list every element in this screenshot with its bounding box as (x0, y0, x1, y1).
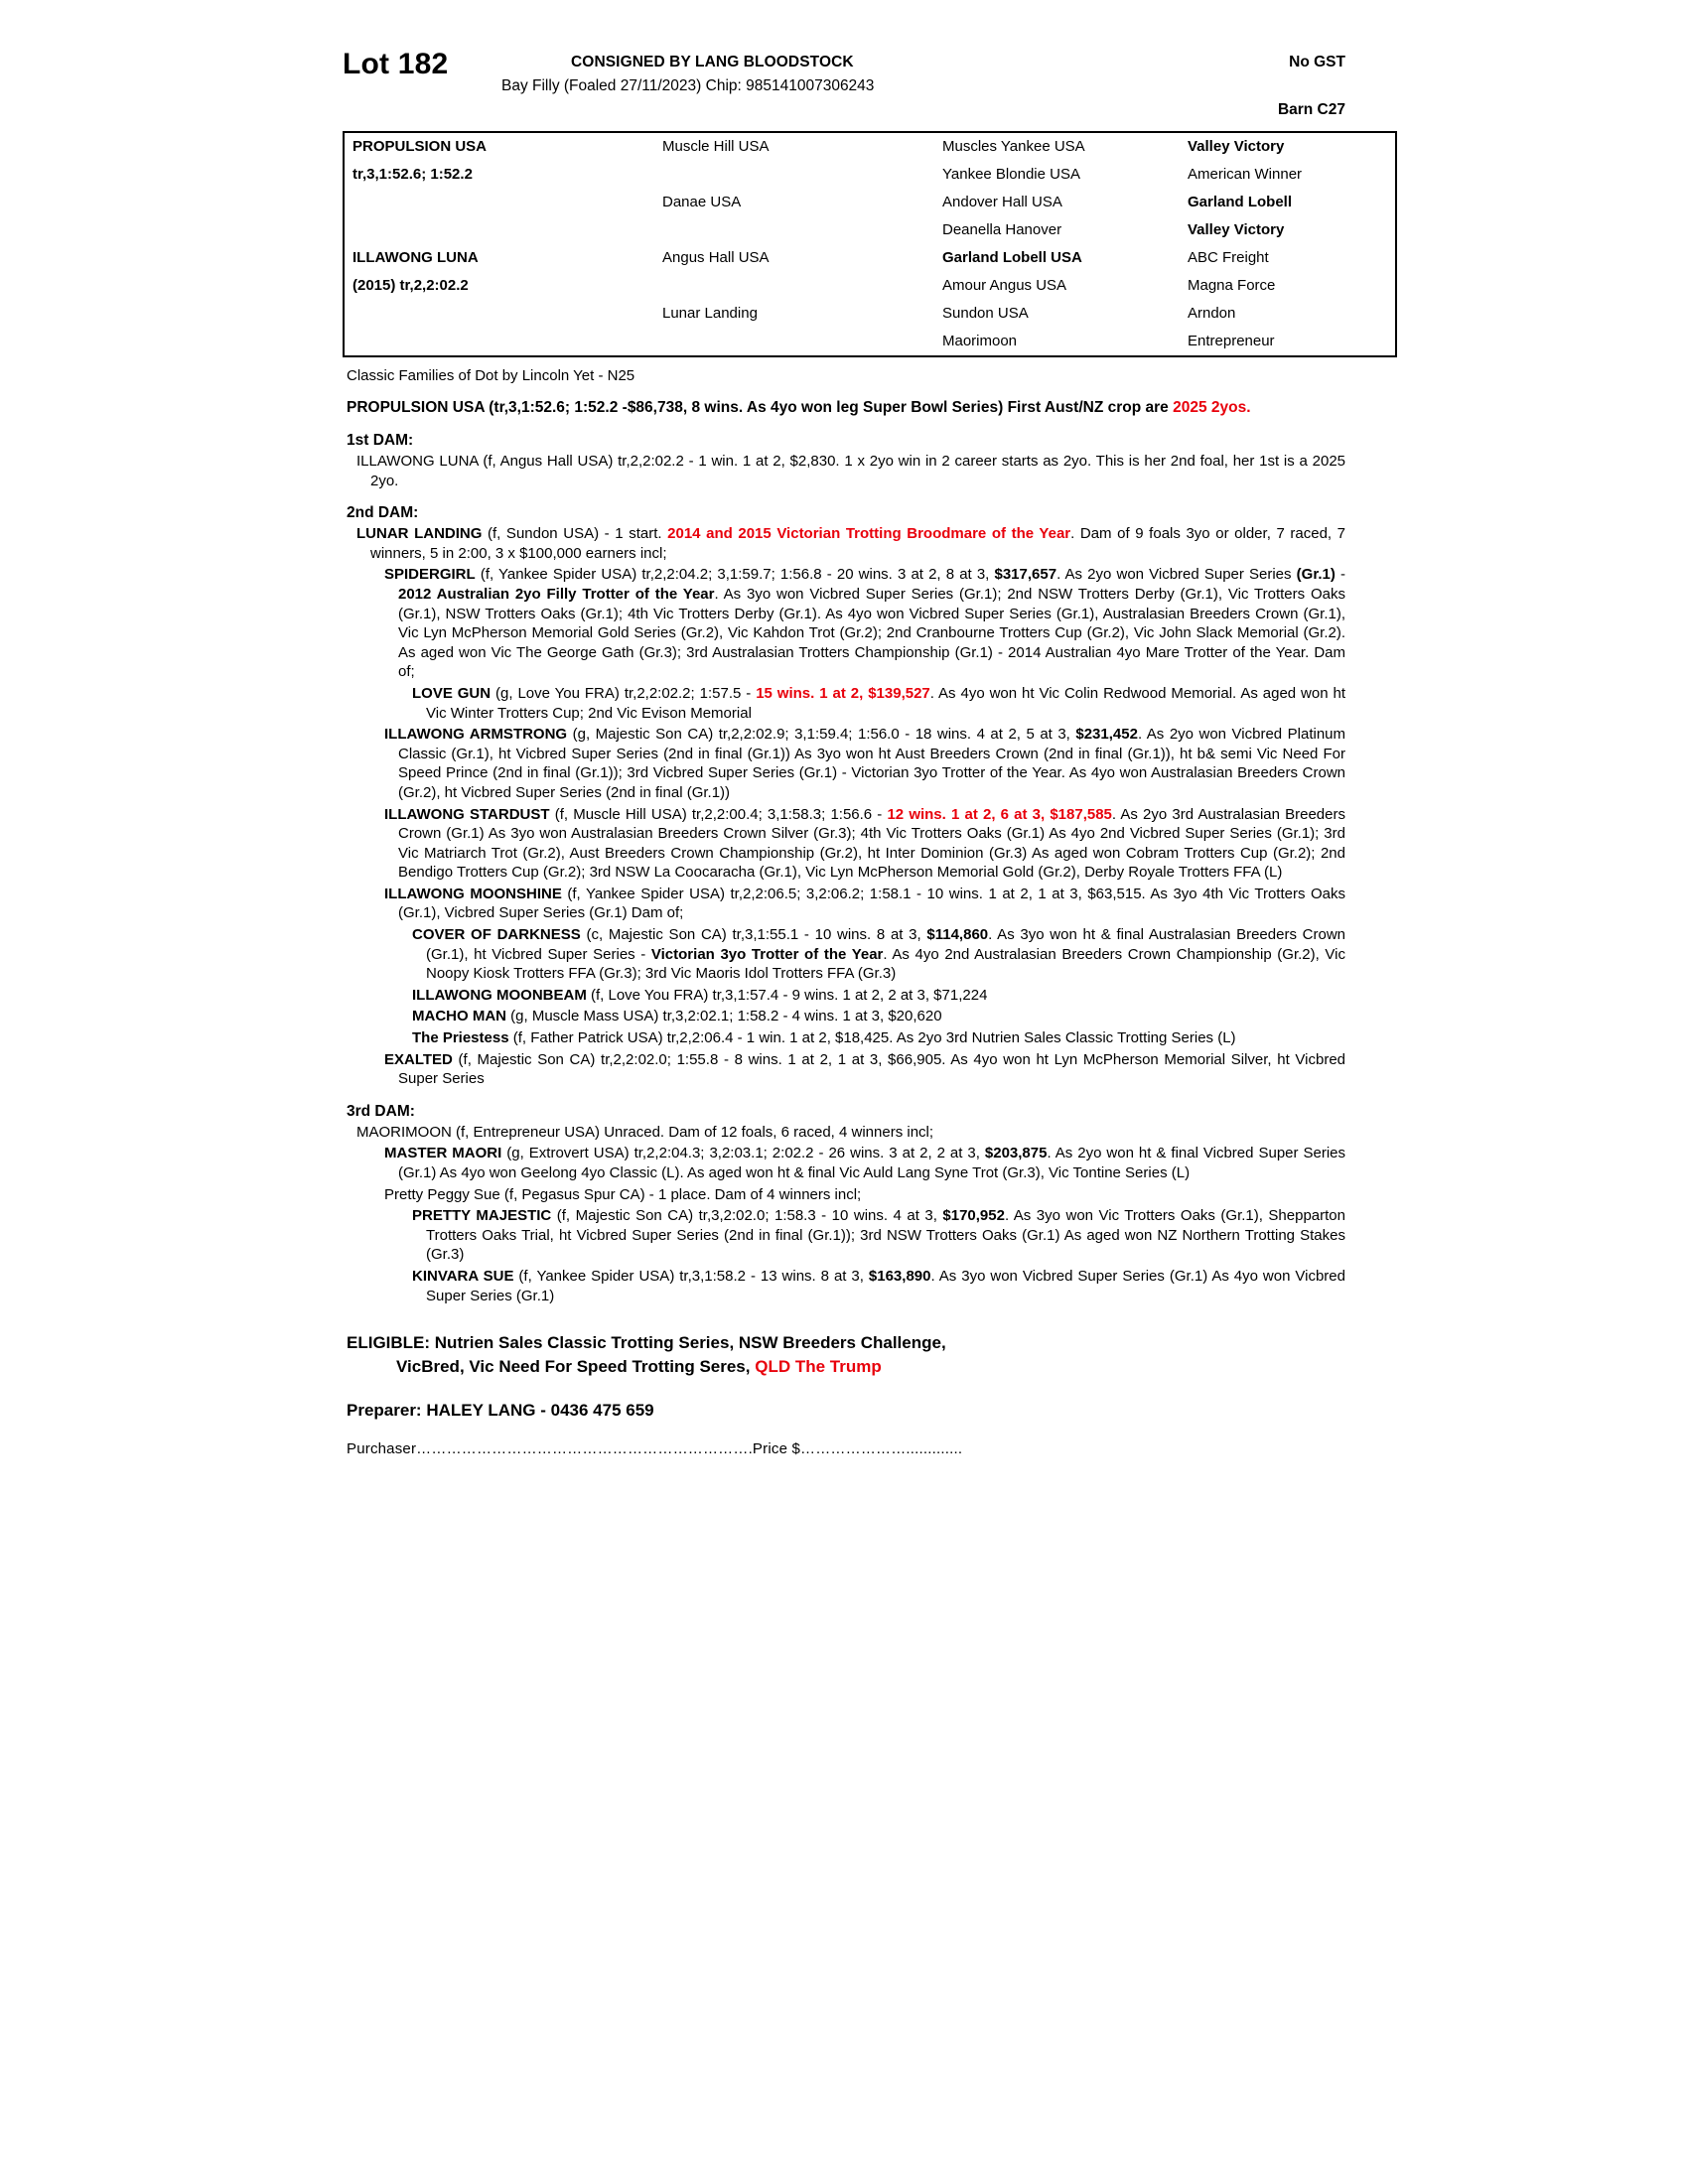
progeny-name: SPIDERGIRL (384, 566, 476, 584)
purchaser-line: Purchaser………………………………………………………….Price $…………………............. (347, 1440, 963, 1458)
progeny-name: MACHO MAN (412, 1008, 506, 1025)
table-row (344, 300, 1396, 328)
pedigree-cell: Garland Lobell (1188, 194, 1293, 210)
barn-number: Barn C27 (1277, 101, 1345, 118)
progeny-entry (343, 1028, 1345, 1048)
pedigree-cell: (2015) tr,2,2:02.2 (352, 277, 469, 294)
progeny-name: LOVE GUN (412, 684, 492, 702)
progeny-name: PRETTY MAJESTIC (412, 1207, 552, 1225)
progeny-name: MASTER MAORI (384, 1145, 502, 1162)
pedigree-cell (654, 161, 934, 189)
table-row (344, 132, 1396, 161)
sire-summary-text: PROPULSION USA (tr,3,1:52.6; 1:52.2 -$86,738, 8 wins. As 4yo won leg Super Bowl Series) First Aust/NZ crop are (347, 399, 1174, 416)
progeny-entry (343, 1050, 1345, 1089)
pedigree-cell-sire: PROPULSION USA (352, 138, 488, 155)
progeny-name: EXALTED (384, 1050, 453, 1068)
horse-description: Bay Filly (Foaled 27/11/2023) Chip: 985141007306243 (501, 77, 875, 94)
progeny-award: Victorian 3yo Trotter of the Year (650, 945, 884, 963)
progeny-name: KINVARA SUE (412, 1267, 514, 1285)
eligible-block (343, 1331, 1345, 1379)
table-row (344, 189, 1396, 216)
pedigree-cell: American Winner (1188, 166, 1303, 183)
progeny-text: (f, Majestic Son CA) tr,2,2:02.0; 1:55.8 - 8 wins. 1 at 2, 1 at 3, $66,905. As 4yo won ht Lyn McPherson Memorial Silver, ht Vicbred Super Series (398, 1050, 1345, 1088)
progeny-name: COVER OF DARKNESS (412, 926, 581, 944)
progeny-name: Pretty Peggy Sue (384, 1185, 500, 1203)
eligible-line-2-text: VicBred, Vic Need For Speed Trotting Seres, (396, 1357, 756, 1377)
pedigree-cell: Sundon USA (942, 305, 1029, 322)
progeny-text: . As 4yo won ht Vic Colin Redwood Memorial. As aged won ht Vic Winter Trotters Cup; 2nd Vic Evison Memorial (426, 684, 1346, 722)
third-dam-text: MAORIMOON (f, Entrepreneur USA) Unraced. Dam of 12 foals, 6 raced, 4 winners incl; (356, 1123, 934, 1141)
progeny-highlight: 15 wins. 1 at 2, $139,527 (756, 684, 930, 702)
progeny-text: . As 3yo won ht & final Australasian Breeders Crown (Gr.1), ht Vicbred Super Series - (426, 926, 1346, 963)
pedigree-cell: Deanella Hanover (942, 221, 1062, 238)
consignor-name: CONSIGNED BY LANG BLOODSTOCK (571, 54, 854, 70)
progeny-entry (343, 1007, 1345, 1026)
progeny-highlight: 12 wins. 1 at 2, 6 at 3, $187,585 (887, 805, 1112, 823)
pedigree-cell (654, 272, 934, 300)
pedigree-cell (654, 328, 934, 356)
classic-families-line: Classic Families of Dot by Lincoln Yet - N25 (347, 367, 635, 384)
page-header (343, 40, 1345, 129)
pedigree-cell: Entrepreneur (1188, 333, 1275, 349)
progeny-text: (f, Yankee Spider USA) tr,2,2:06.5; 3,2:06.2; 1:58.1 - 10 wins. 1 at 2, 1 at 3, $63,515. As 3yo 4th Vic Trotters Oaks (Gr.1), Vicbred Super Series (Gr.1) Dam of; (398, 885, 1345, 922)
pedigree-cell (344, 216, 654, 244)
progeny-entry (343, 565, 1345, 682)
second-dam-text (343, 524, 1345, 563)
progeny-earnings: $170,952 (942, 1207, 1005, 1225)
progeny-grade: (Gr.1) (1296, 566, 1336, 584)
second-dam-name: LUNAR LANDING (356, 525, 483, 543)
progeny-entry (343, 1267, 1345, 1305)
pedigree-cell: Muscle Hill USA (662, 138, 770, 155)
progeny-text: - (1335, 566, 1345, 584)
first-dam-text: ILLAWONG LUNA (f, Angus Hall USA) tr,2,2:02.2 - 1 win. 1 at 2, $2,830. 1 x 2yo win in 2 career starts as 2yo. This is her 2nd foal, her 1st is a 2025 2yo. (356, 453, 1345, 489)
progeny-text: (g, Extrovert USA) tr,2,2:04.3; 3,2:03.1; 2:02.2 - 26 wins. 3 at 2, 2 at 3, (501, 1145, 985, 1162)
progeny-text: . As 4yo 2nd Australasian Breeders Crown Championship (Gr.2), Vic Noopy Kiosk Trotters FFA (Gr.3); 3rd Vic Maoris Idol Trotters FFA (Gr.3) (426, 945, 1345, 983)
progeny-entry (343, 986, 1345, 1006)
progeny-entry (343, 1206, 1345, 1265)
progeny-earnings: $203,875 (984, 1145, 1048, 1162)
progeny-text: (f, Yankee Spider USA) tr,3,1:58.2 - 13 wins. 8 at 3, (513, 1267, 869, 1285)
progeny-text: (f, Majestic Son CA) tr,3,2:02.0; 1:58.3 - 10 wins. 4 at 3, (551, 1207, 943, 1225)
progeny-name: ILLAWONG STARDUST (384, 805, 550, 823)
eligible-line-2 (347, 1355, 1345, 1379)
pedigree-cell: Maorimoon (942, 333, 1018, 349)
catalogue-sheet (343, 40, 1345, 1457)
progeny-text: (g, Majestic Son CA) tr,2,2:02.9; 3,1:59.4; 1:56.0 - 18 wins. 4 at 2, 5 at 3, (567, 726, 1076, 744)
table-row (344, 216, 1396, 244)
pedigree-cell: Amour Angus USA (942, 277, 1067, 294)
first-dam-heading: 1st DAM: (347, 432, 414, 449)
pedigree-cell: Muscles Yankee USA (942, 138, 1085, 155)
pedigree-cell: Magna Force (1188, 277, 1276, 294)
eligible-line-1: ELIGIBLE: Nutrien Sales Classic Trotting Series, NSW Breeders Challenge, (347, 1333, 946, 1353)
progeny-text: (f, Yankee Spider USA) tr,2,2:04.2; 3,1:59.7; 1:56.8 - 20 wins. 3 at 2, 8 at 3, (475, 566, 995, 584)
progeny-entry (343, 725, 1345, 802)
progeny-text: . As 2yo 3rd Australasian Breeders Crown (Gr.1) As 3yo won Australasian Breeders Crown Silver (Gr.3); 4th Vic Trotters Oaks (Gr.1) As 4yo 2nd Vicbred Super Series (Gr.1); 3rd Vic Matriarch Trot (Gr.2), Aust Breeders Crown Championship (Gr.2), ht Inter Dominion (Gr.3) As aged won Cobram Trotters Cup (Gr.2); 2nd Bendigo Trotters Cup (Gr.2); 3rd NSW La Coocaracha (Gr.1), Vic Lyn McPherson Memorial Gold (Gr.2), Derby Royale Trotters FFA (L) (398, 805, 1345, 882)
progeny-name: ILLAWONG ARMSTRONG (384, 726, 568, 744)
progeny-text: (g, Love You FRA) tr,2,2:02.2; 1:57.5 - (491, 684, 757, 702)
eligible-highlight: QLD The Trump (755, 1357, 882, 1377)
second-dam-post: . Dam of 9 foals 3yo or older, 7 raced, 7 winners, 5 in 2:00, 3 x $100,000 earners incl; (370, 525, 1346, 562)
sire-summary (343, 398, 1345, 418)
lot-number: Lot 182 (343, 48, 449, 80)
pedigree-cell-dam: ILLAWONG LUNA (352, 249, 479, 266)
pedigree-cell: Valley Victory (1188, 138, 1285, 155)
progeny-text: (f, Father Patrick USA) tr,2,2:06.4 - 1 win. 1 at 2, $18,425. As 2yo 3rd Nutrien Sales Classic Trotting Series (L) (508, 1029, 1236, 1047)
progeny-text: . As 3yo won Vicbred Super Series (Gr.1); 2nd NSW Trotters Derby (Gr.1), Vic Trotters Oaks (Gr.1), NSW Trotters Oaks (Gr.1); 4th Vic Trotters Derby (Gr.1). As 4yo won Vicbred Super Series (Gr.1), Australasian Breeders Crown (Gr.1), Vic Lyn McPherson Memorial Gold Series (Gr.2), Vic Kahdon Trot (Gr.2); 2nd Cranbourne Trotters Cup (Gr.2), Vic John Slack Memorial (Gr.2). As aged won Vic The George Gath (Gr.3); 3rd Australasian Trotters Championship (Gr.1) - 2014 Australian 4yo Mare Trotter of the Year. Dam of; (398, 585, 1345, 681)
gst-status: No GST (1289, 54, 1345, 70)
progeny-text: . As 3yo won Vic Trotters Oaks (Gr.1), Shepparton Trotters Oaks Trial, ht Vicbred Super Series (2nd in final (Gr.1)); 3rd NSW Trotters Oaks (Gr.1) As aged won NZ Northern Trotting Stakes (Gr.3) (426, 1207, 1345, 1264)
progeny-text: . As 2yo won ht & final Vicbred Super Series (Gr.1) As 4yo won Geelong 4yo Classic (L). As aged won ht & final Vic Auld Lang Syne Trot (Gr.3), Vic Tontine Series (L) (398, 1145, 1345, 1181)
third-dam-heading: 3rd DAM: (347, 1102, 415, 1120)
progeny-text: (f, Muscle Hill USA) tr,2,2:00.4; 3,1:58.3; 1:56.6 - (549, 805, 888, 823)
progeny-entry (343, 1144, 1345, 1182)
pedigree-cell: Yankee Blondie USA (942, 166, 1080, 183)
pedigree-cell (654, 216, 934, 244)
pedigree-cell: Andover Hall USA (942, 194, 1062, 210)
pedigree-cell: tr,3,1:52.6; 1:52.2 (352, 166, 473, 183)
pedigree-cell (344, 300, 654, 328)
pedigree-cell: Valley Victory (1188, 221, 1285, 238)
progeny-text: . As 2yo won Vicbred Super Series (1056, 566, 1297, 584)
table-row (344, 328, 1396, 356)
progeny-name: ILLAWONG MOONBEAM (412, 986, 587, 1004)
progeny-text: (c, Majestic Son CA) tr,3,1:55.1 - 10 wins. 8 at 3, (580, 926, 927, 944)
table-row (344, 244, 1396, 272)
pedigree-cell: Lunar Landing (662, 305, 758, 322)
progeny-entry (343, 1185, 1345, 1205)
preparer-line: Preparer: HALEY LANG - 0436 475 659 (347, 1401, 654, 1421)
progeny-text: . As 3yo won Vicbred Super Series (Gr.1) As 4yo won Vicbred Super Series (Gr.1) (426, 1267, 1345, 1304)
progeny-name: The Priestess (412, 1029, 509, 1047)
progeny-text: . As 2yo won Vicbred Platinum Classic (Gr.1), ht Vicbred Super Series (2nd in final (Gr.1)) As 3yo won ht Aust Breeders Crown (2nd in final (Gr.1)), ht b& semi Vic Need For Speed Prince (2nd in final (Gr.1)); 3rd Vicbred Super Series (Gr.1) - Victorian 3yo Trotter of the Year. As 4yo won Australasian Breeders Crown (Gr.2), ht Vicbred Super Series (2nd in final (Gr.1)) (398, 726, 1345, 801)
sire-summary-highlight: 2025 2yos. (1173, 399, 1251, 416)
progeny-text: (f, Love You FRA) tr,3,1:57.4 - 9 wins. 1 at 2, 2 at 3, $71,224 (586, 986, 988, 1004)
second-dam-pre: (f, Sundon USA) - 1 start. (482, 525, 668, 543)
progeny-text: (f, Pegasus Spur CA) - 1 place. Dam of 4 winners incl; (499, 1185, 862, 1203)
progeny-entry (343, 885, 1345, 923)
second-dam-award: 2014 and 2015 Victorian Trotting Broodmare of the Year (667, 525, 1071, 543)
progeny-entry (343, 805, 1345, 883)
progeny-earnings: $163,890 (868, 1267, 931, 1285)
progeny-earnings: $231,452 (1075, 726, 1138, 744)
pedigree-table (343, 131, 1397, 357)
pedigree-cell (344, 328, 654, 356)
pedigree-cell: Danae USA (662, 194, 742, 210)
progeny-earnings: $317,657 (994, 566, 1057, 584)
table-row (344, 272, 1396, 300)
progeny-text: (g, Muscle Mass USA) tr,3,2:02.1; 1:58.2 - 4 wins. 1 at 3, $20,620 (506, 1008, 942, 1025)
progeny-award: 2012 Australian 2yo Filly Trotter of the Year (398, 585, 715, 603)
pedigree-cell: Garland Lobell USA (942, 249, 1082, 266)
second-dam-heading: 2nd DAM: (347, 504, 419, 522)
progeny-name: ILLAWONG MOONSHINE (384, 885, 562, 902)
table-row (344, 161, 1396, 189)
pedigree-cell: Angus Hall USA (662, 249, 770, 266)
pedigree-cell (344, 189, 654, 216)
progeny-entry (343, 925, 1345, 984)
progeny-earnings: $114,860 (926, 926, 989, 944)
pedigree-cell: ABC Freight (1188, 249, 1269, 266)
progeny-entry (343, 684, 1345, 723)
pedigree-cell: Arndon (1188, 305, 1236, 322)
